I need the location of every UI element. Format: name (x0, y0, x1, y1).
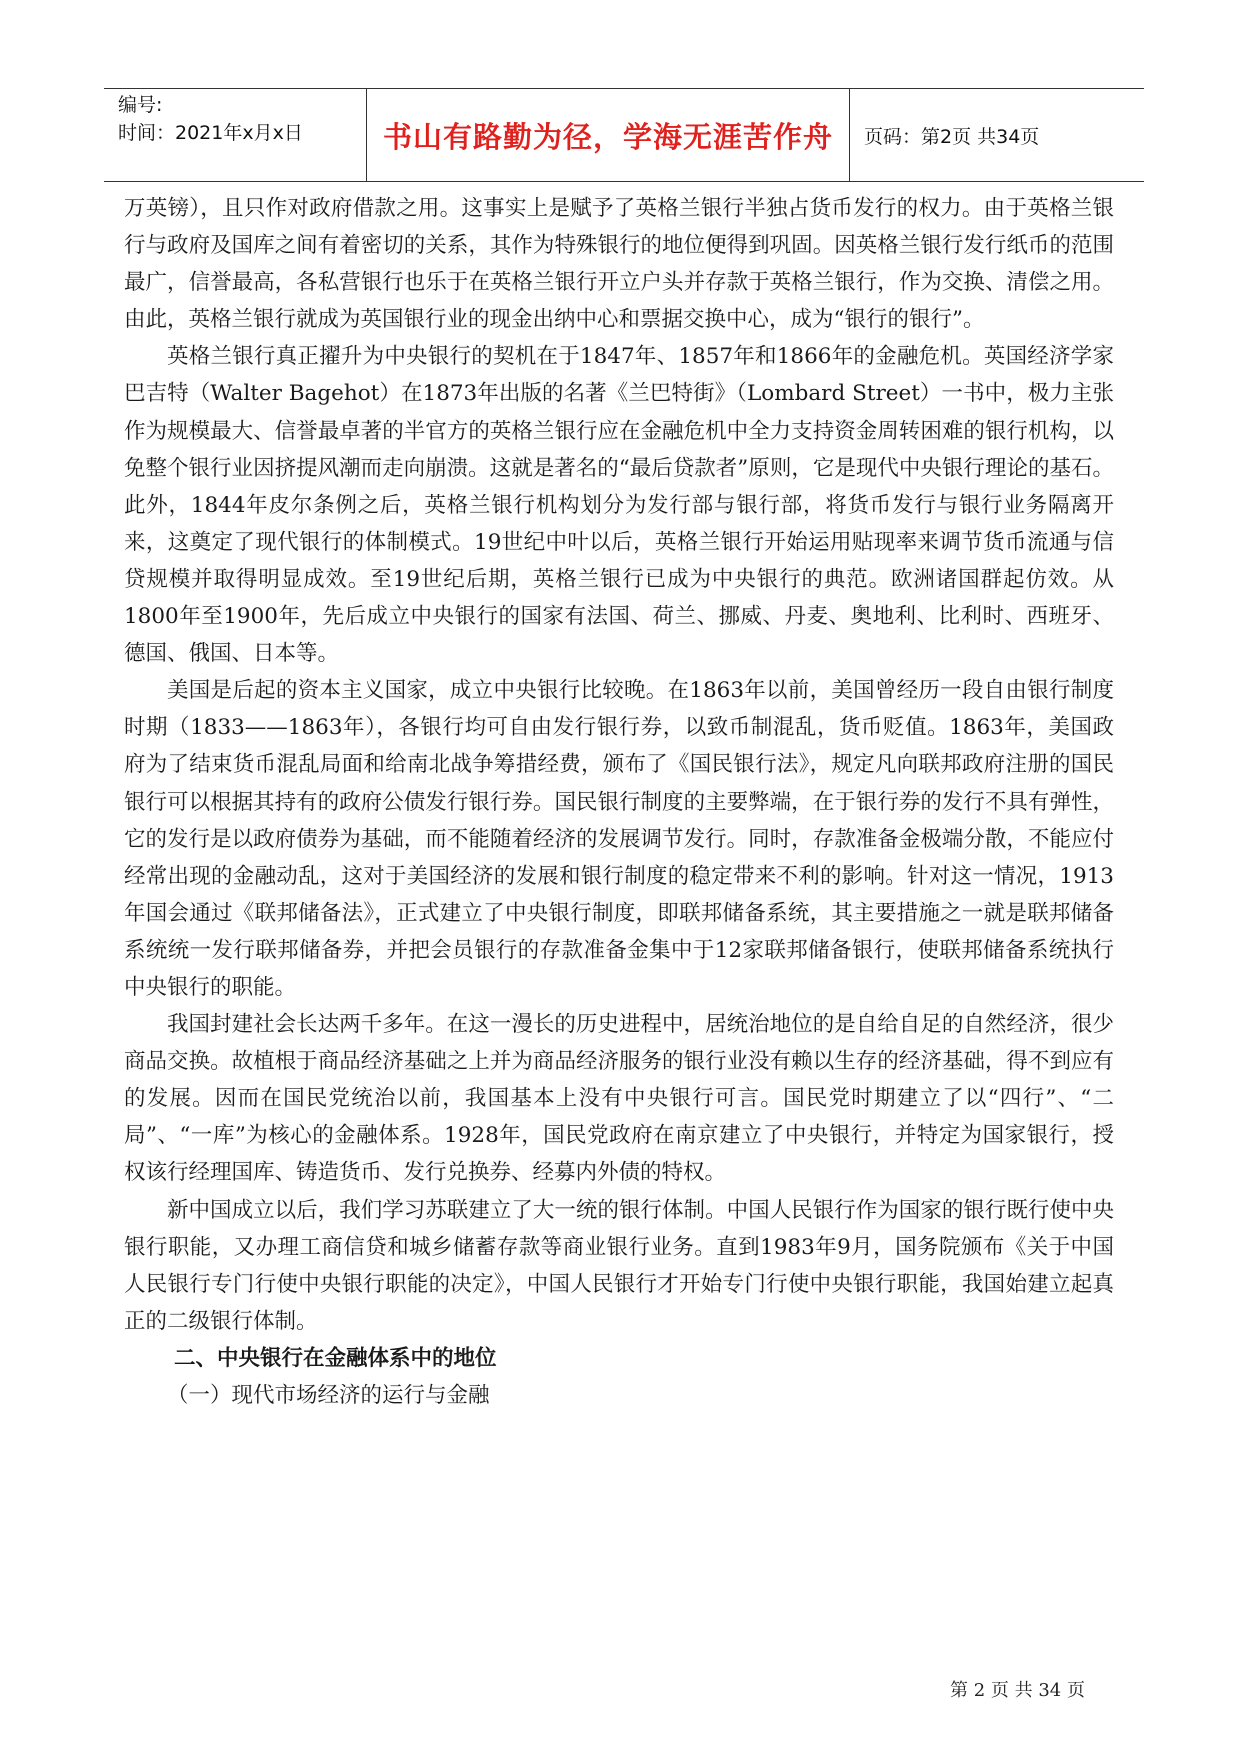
document-time-label: 时间：2021年x月x日 (118, 122, 303, 144)
paragraph-2: 英格兰银行真正擢升为中央银行的契机在于1847年、1857年和1866年的金融危机。英国经济学家巴吉特（Walter Bagehot）在1873年出版的名著《兰巴特街》（Lombard Street）一书中，极力主张作为规模最大、信誉最卓著的半官方的英格兰银行应在金融危机中全力支持资金周转困难的银行机构，以免整个银行业因挤提风潮而走向崩溃。这就是著名的“最后贷款者”原则，它是现代中央银行理论的基石。此外，1844年皮尔条例之后，英格兰银行机构划分为发行部与银行部，将货币发行与银行业务隔离开来，这奠定了现代银行的体制模式。19世纪中叶以后，英格兰银行开始运用贴现率来调节货币流通与信贷规模并取得明显成效。至19世纪后期，英格兰银行已成为中央银行的典范。欧洲诸国群起仿效。从1800年至1900年，先后成立中央银行的国家有法国、荷兰、挪威、丹麦、奥地利、比利时、西班牙、德国、俄国、日本等。 (124, 344, 1114, 667)
page-footer: 第 2 页 共 34 页 (950, 1680, 1085, 1701)
paragraph-3: 美国是后起的资本主义国家，成立中央银行比较晚。在1863年以前，美国曾经历一段自由银行制度时期（1833——1863年），各银行均可自由发行银行券，以致币制混乱，货币贬值。1863年，美国政府为了结束货币混乱局面和给南北战争筹措经费，颁布了《国民银行法》，规定凡向联邦政府注册的国民银行可以根据其持有的政府公债发行银行券。国民银行制度的主要弊端，在于银行券的发行不具有弹性，它的发行是以政府债券为基础，而不能随着经济的发展调节发行。同时，存款准备金极端分散，不能应付经常出现的金融动乱，这对于美国经济的发展和银行制度的稳定带来不利的影响。针对这一情况，1913年国会通过《联邦储备法》，正式建立了中央银行制度，即联邦储备系统，其主要措施之一就是联邦储备系统统一发行联邦储备券，并把会员银行的存款准备金集中于12家联邦储备银行，使联邦储备系统执行中央银行的职能。 (124, 678, 1114, 1000)
page-header (104, 88, 1144, 182)
subsection-heading: （一）现代市场经济的运行与金融 (167, 1383, 490, 1408)
paragraph-5: 新中国成立以后，我们学习苏联建立了大一统的银行体制。中国人民银行作为国家的银行既行使中央银行职能，又办理工商信贷和城乡储蓄存款等商业银行业务。直到1983年9月，国务院颁布《关于中国人民银行专门行使中央银行职能的决定》，中国人民银行才开始专门行使中央银行职能，我国始建立起真正的二级银行体制。 (124, 1197, 1114, 1334)
header-meta (104, 89, 366, 181)
paragraph-1: 万英镑），且只作对政府借款之用。这事实上是赋予了英格兰银行半独占货币发行的权力。由于英格兰银行与政府及国库之间有着密切的关系，其作为特殊银行的地位便得到巩固。因英格兰银行发行纸币的范围最广，信誉最高，各私营银行也乐于在英格兰银行开立户头并存款于英格兰银行，作为交换、清偿之用。由此，英格兰银行就成为英国银行业的现金出纳中心和票据交换中心，成为“银行的银行”。 (124, 196, 1114, 333)
document-number-label: 编号: (118, 94, 163, 116)
document-body (124, 190, 1114, 1414)
header-page-label: 页码：第2页 共34页 (864, 125, 1040, 148)
section-heading: 二、中央银行在金融体系中的地位 (174, 1345, 497, 1371)
paragraph-4: 我国封建社会长达两千多年。在这一漫长的历史进程中，居统治地位的是自给自足的自然经济，很少商品交换。故植根于商品经济基础之上并为商品经济服务的银行业没有赖以生存的经济基础，得不到应有的发展。因而在国民党统治以前，我国基本上没有中央银行可言。国民党时期建立了以“四行”、“二局”、“一库”为核心的金融体系。1928年，国民党政府在南京建立了中央银行，并特定为国家银行，授权该行经理国库、铸造货币、发行兑换券、经募内外债的特权。 (124, 1012, 1114, 1186)
header-motto: 书山有路勤为径，学海无涯苦作舟 (366, 89, 850, 181)
